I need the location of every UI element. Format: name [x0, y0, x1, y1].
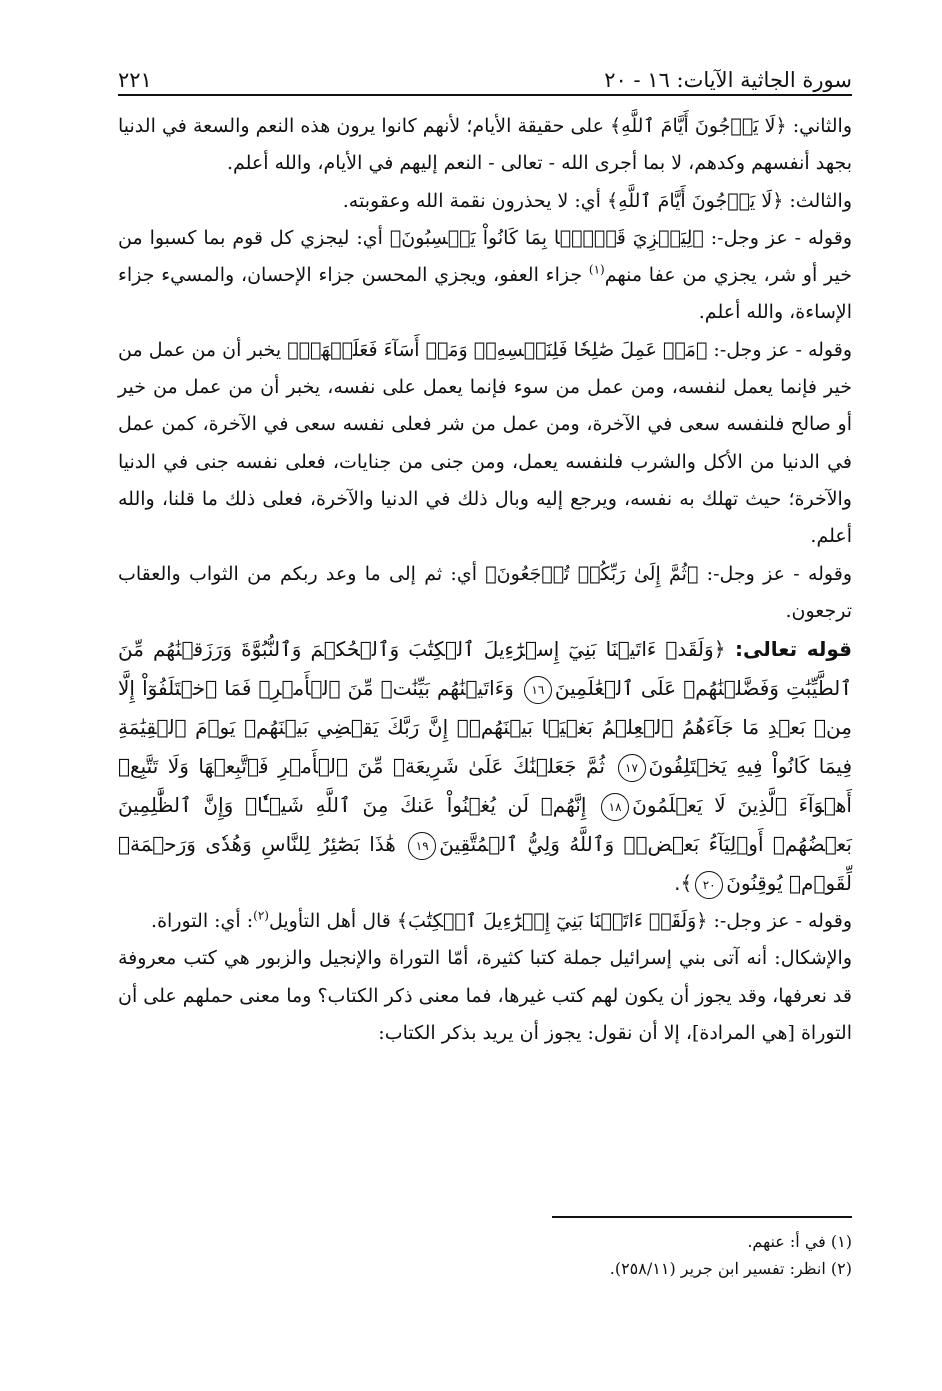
paragraph-man-amila: وقوله - عز وجل-: ﴿مَنۡ عَمِلَ صَٰلِحٗا فَلِنَفۡسِهِۦۖ وَمَنۡ أَسَآءَ فَعَلَيۡهَاۖ﴾ يخبر أن من عمل من خير فإنما يعمل لنفسه، ومن عمل من سوء فإنما يعمل على نفسه، يخبر أن من عمل من خير أو صالح فلنفسه سعى في الآخرة، ومن عمل من شر فعلى نفسه سعى في الآخرة، كمن عمل في الدنيا من الأكل والشرب فلنفسه يعمل، ومن جنى من جنايات، فعلى نفسه جنى في الدنيا والآخرة؛ حيث تهلك به نفسه، ويرجع إليه وبال ذلك في الدنيا والآخرة، فعلى ذلك ما قلنا، والله أعلم.	[118, 338, 852, 548]
paragraph-walaqad-ataina: وقوله - عز وجل-: ﴿وَلَقَدۡ ءَاتَيۡنَا بَنِيٓ إِسۡرَٰٓءِيلَ ٱلۡكِتَٰبَ﴾ قال أهل التأويل$^{(٢)}$: أي: التوراة.	[151, 908, 852, 933]
quran-quote: ﴿لَا يَرۡجُونَ أَيَّامَ ٱللَّهِ﴾	[607, 189, 784, 212]
footnote-1: (١) في أ: عنهم.	[747, 1232, 852, 1251]
surah-title: سورة الجاثية الآيات: ١٦ - ٢٠	[604, 68, 852, 92]
footnote-2: (٢) انظر: تفسير ابن جرير (٢٥٨/١١).	[609, 1259, 852, 1278]
paragraph-second-interpretation: والثاني: ﴿لَا يَرۡجُونَ أَيَّامَ ٱللَّهِ﴾ على حقيقة الأيام؛ لأنهم كانوا يرون هذه النعم والسعة في الدنيا بجهد أنفسهم وكدهم، لا بما أجرى الله - تعالى - النعم إليهم في الأيام، والله أعلم.	[118, 115, 852, 175]
verses-16-20: قوله تعالى: ﴿وَلَقَدۡ ءَاتَيۡنَا بَنِيٓ إِسۡرَٰٓءِيلَ ٱلۡكِتَٰبَ وَٱلۡحُكۡمَ وَٱلنُّبُوَّةَ وَرَزَقۡنَٰهُم مِّنَ ٱلطَّيِّبَٰتِ وَفَضَّلۡنَٰهُمۡ عَلَى ٱلۡعَٰلَمِينَ١٦ وَءَاتَيۡنَٰهُم بَيِّنَٰتٖ مِّنَ ٱلۡأَمۡرِۖ فَمَا ٱخۡتَلَفُوٓاْ إِلَّا مِنۢ بَعۡدِ مَا جَآءَهُمُ ٱلۡعِلۡمُ بَغۡيَۢا بَيۡنَهُمۡۚ إِنَّ رَبَّكَ يَقۡضِي بَيۡنَهُمۡ يَوۡمَ ٱلۡقِيَٰمَةِ فِيمَا كَانُواْ فِيهِ يَخۡتَلِفُونَ١٧ ثُمَّ جَعَلۡنَٰكَ عَلَىٰ شَرِيعَةٖ مِّنَ ٱلۡأَمۡرِ فَٱتَّبِعۡهَا وَلَا تَتَّبِعۡ أَهۡوَآءَ ٱلَّذِينَ لَا يَعۡلَمُونَ١٨ إِنَّهُمۡ لَن يُغۡنُواْ عَنكَ مِنَ ٱللَّهِ شَيۡـٔٗاۚ وَإِنَّ ٱلظَّٰلِمِينَ بَعۡضُهُمۡ أَوۡلِيَآءُ بَعۡضٖۖ وَٱللَّهُ وَلِيُّ ٱلۡمُتَّقِينَ١٩ هَٰذَا بَصَٰٓئِرُ لِلنَّاسِ وَهُدٗى وَرَحۡمَةٞ لِّقَوۡمٖ يُوقِنُونَ٢٠﴾.	[118, 630, 852, 903]
quran-quote: ﴿لِيَجۡزِيَ قَوۡمَۢا بِمَا كَانُواْ يَكۡسِبُونَ﴾	[389, 226, 704, 249]
page-body	[118, 108, 852, 1052]
paragraph-turjaoon: وقوله - عز وجل-: ﴿ثُمَّ إِلَىٰ رَبِّكُمۡ تُرۡجَعُونَ﴾ أي: ثم إلى ما وعد ربكم من الثواب والعقاب ترجعون.	[118, 562, 853, 622]
page-number: ٢٢١	[118, 68, 152, 92]
ayah-number-marker: ١٦	[524, 676, 552, 704]
footnotes	[118, 1228, 852, 1282]
paragraph-third-interpretation: والثالث: ﴿لَا يَرۡجُونَ أَيَّامَ ٱللَّهِ﴾ أي: لا يحذرون نقمة الله وعقوبته.	[342, 189, 852, 212]
header-rule	[118, 94, 852, 96]
quran-quote: ﴿مَنۡ عَمِلَ صَٰلِحٗا فَلِنَفۡسِهِۦۖ وَمَنۡ أَسَآءَ فَعَلَيۡهَاۖ﴾	[287, 338, 708, 361]
quran-quote: ﴿وَلَقَدۡ ءَاتَيۡنَا بَنِيٓ إِسۡرَٰٓءِيلَ ٱلۡكِتَٰبَ﴾	[396, 910, 708, 933]
footnote-ref-1[interactable]: (١)	[588, 262, 605, 277]
footnote-ref-2[interactable]: (٢)	[253, 908, 269, 923]
ayah-number-marker: ١٨	[601, 793, 629, 821]
paragraph-ishkal: والإشكال: أنه آتى بني إسرائيل جملة كتبا كثيرة، أمّا التوراة والإنجيل والزبور هي كتب معروفة قد نعرفها، وقد يجوز أن يكون لهم كتب غيرها، فما معنى ذكر الكتاب؟ وما معنى حملهم على أن التوراة [هي المرادة]، إلا أن نقول: يجوز أن يريد بذكر الكتاب:	[118, 947, 852, 1045]
page-header	[118, 52, 852, 92]
ayah-number-marker: ٢٠	[695, 871, 723, 899]
verse-heading: قوله تعالى:	[725, 637, 853, 662]
footnote-rule	[552, 1216, 852, 1218]
ayah-number-marker: ١٩	[408, 832, 436, 860]
paragraph-liyajziya: وقوله - عز وجل-: ﴿لِيَجۡزِيَ قَوۡمَۢا بِمَا كَانُواْ يَكۡسِبُونَ﴾ أي: ليجزي كل قوم بما كسبوا من خير أو شر، يجزي من عفا منهم$^{(١)}$ جزاء العفو، ويجزي المحسن جزاء الإحسان، والمسيء جزاء الإساءة، والله أعلم.	[118, 226, 852, 324]
ayah-number-marker: ١٧	[618, 754, 646, 782]
quran-quote: ﴿ثُمَّ إِلَىٰ رَبِّكُمۡ تُرۡجَعُونَ﴾	[485, 562, 699, 585]
quran-quote: ﴿لَا يَرۡجُونَ أَيَّامَ ٱللَّهِ﴾	[610, 115, 787, 137]
